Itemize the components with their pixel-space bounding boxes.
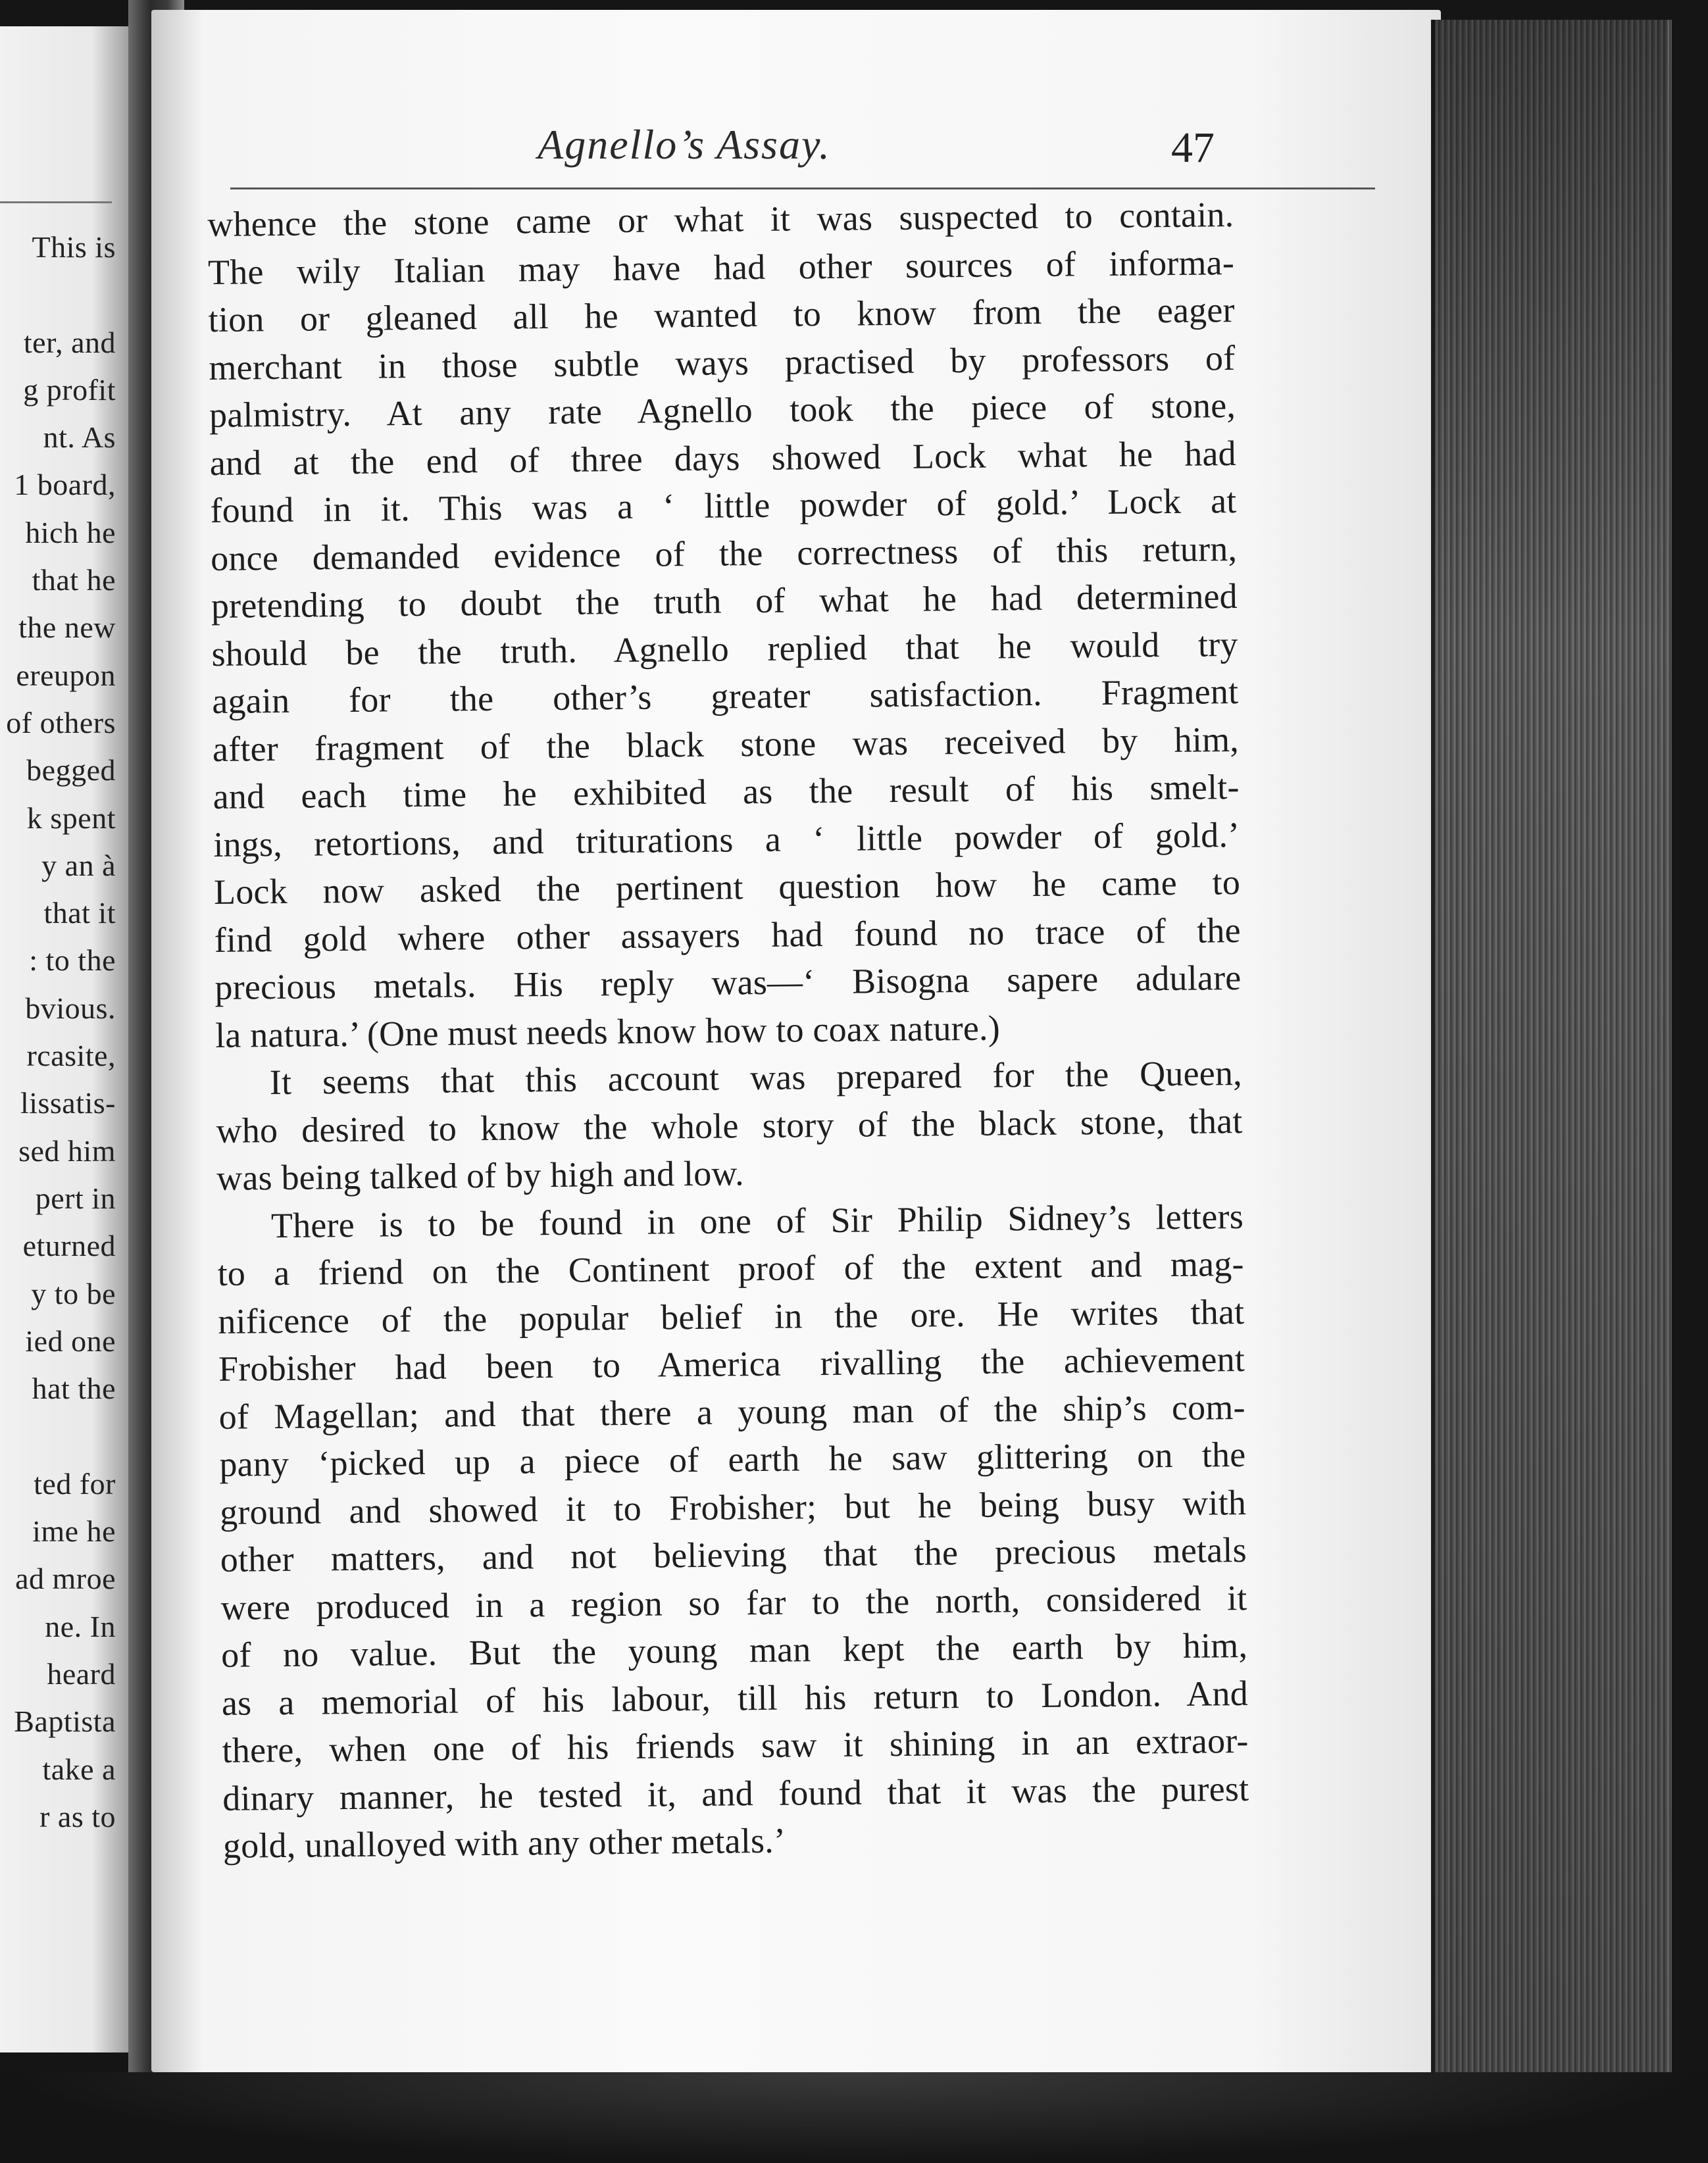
facing-page-fragment: heard: [47, 1656, 116, 1691]
facing-page-fragment: the new: [18, 610, 116, 645]
text-line: there, when one of his friends saw it shining in an extraor-: [222, 1720, 1249, 1770]
text-line: la natura.’ (One must needs know how to coax nature.): [214, 1007, 1001, 1055]
facing-page-fragment: k spent: [26, 801, 116, 835]
paragraph-1: [207, 191, 1242, 1059]
header-rule: [230, 187, 1375, 189]
facing-page-fragment: hat the: [32, 1372, 116, 1406]
text-line: of Magellan; and that there a young man of the ship’s com-: [218, 1387, 1245, 1437]
text-line: pany ‘picked up a piece of earth he saw glittering on the: [219, 1434, 1246, 1484]
facing-page-left: [0, 26, 132, 2052]
text-line: merchant in those subtle ways practised by professors of: [209, 337, 1236, 387]
text-line: and each time he exhibited as the result of his smelt-: [213, 766, 1240, 816]
page-number: 47: [1171, 124, 1215, 172]
text-line: ground and showed it to Frobisher; but he being busy with: [219, 1482, 1247, 1532]
facing-page-fragment: hich he: [25, 515, 116, 549]
text-line: tion or gleaned all he wanted to know from the eager: [208, 290, 1235, 339]
text-line: after fragment of the black stone was received by him,: [212, 719, 1240, 769]
facing-page-fragment: g profit: [23, 372, 116, 407]
facing-page-fragment: of others: [6, 705, 116, 739]
facing-page-fragment: This is: [32, 230, 116, 264]
facing-page-blank-line: [6, 1412, 116, 1460]
text-line: The wily Italian may have had other sources of informa-: [207, 242, 1235, 292]
facing-page-text-fragments: [6, 224, 116, 1841]
text-line: ings, retortions, and triturations a ‘ little powder of gold.’: [213, 814, 1240, 864]
text-line: who desired to know the whole story of the black stone, that: [216, 1101, 1243, 1151]
text-line: gold, unalloyed with any other metals.’: [222, 1820, 786, 1866]
text-line: as a memorial of his labour, till his return to London. And: [221, 1673, 1249, 1723]
facing-page-fragment: ted for: [34, 1466, 116, 1501]
facing-page-fragment: ime he: [32, 1514, 116, 1549]
paragraph-2: [216, 1049, 1243, 1202]
facing-page-fragment: that it: [43, 896, 116, 930]
scan-background-bottom: [0, 2072, 1708, 2163]
facing-page-fragment: pert in: [35, 1181, 116, 1215]
text-line: to a friend on the Continent proof of the extent and mag-: [217, 1243, 1244, 1293]
facing-page-fragment: ad mroe: [15, 1562, 116, 1596]
text-line: found in it. This was a ‘ little powder of gold.’ Lock at: [210, 481, 1237, 530]
facing-page-fragment: rcasite,: [26, 1039, 116, 1073]
page-block-shade: [1431, 20, 1668, 2079]
text-line: nificence of the popular belief in the ore. He writes that: [218, 1291, 1245, 1341]
facing-page-fragment: ereupon: [16, 658, 116, 692]
text-line: dinary manner, he tested it, and found that it was the purest: [222, 1768, 1249, 1818]
text-line: and at the end of three days showed Lock what he had: [209, 433, 1237, 483]
facing-page-fragment: : to the: [29, 943, 116, 978]
facing-page-fragment: eturned: [22, 1229, 116, 1263]
text-line: other matters, and not believing that the precious metals: [220, 1529, 1247, 1579]
facing-page-fragment: that he: [32, 563, 116, 597]
text-line: was being talked of by high and low.: [216, 1153, 745, 1198]
facing-page-fragment: ne. In: [45, 1609, 116, 1643]
text-line: find gold where other assayers had found no trace of the: [214, 910, 1242, 960]
facing-page-fragment: ied one: [25, 1324, 116, 1358]
facing-page-fragment: 1 board,: [14, 468, 116, 502]
facing-page-fragment: y to be: [31, 1276, 116, 1310]
text-line: Frobisher had been to America rivalling the achievement: [218, 1339, 1245, 1389]
text-line: were produced in a region so far to the north, considered it: [220, 1578, 1247, 1628]
facing-page-fragment: begged: [26, 753, 116, 787]
text-line: Lock now asked the pertinent question how he came to: [213, 862, 1241, 912]
facing-page-header-rule: [0, 201, 112, 203]
text-line: palmistry. At any rate Agnello took the piece of stone,: [209, 385, 1236, 435]
text-line: pretending to doubt the truth of what he had determined: [211, 576, 1238, 626]
text-line: whence the stone came or what it was suspected to contain.: [207, 195, 1234, 244]
facing-page-fragment: nt. As: [43, 420, 116, 455]
paragraph-3: [217, 1192, 1250, 1870]
text-line: There is to be found in one of Sir Philip Sidney’s letters: [270, 1196, 1244, 1245]
facing-page-fragment: take a: [42, 1752, 116, 1786]
text-line: again for the other’s greater satisfaction. Fragment: [212, 671, 1239, 721]
text-line: should be the truth. Agnello replied that he would try: [211, 624, 1238, 674]
facing-page-fragment: r as to: [39, 1799, 116, 1833]
text-line: of no value. But the young man kept the earth by him,: [220, 1625, 1248, 1675]
page-47: [151, 10, 1441, 2072]
text-line: once demanded evidence of the correctness of this return,: [210, 528, 1238, 578]
facing-page-fragment: y an à: [41, 848, 116, 882]
facing-page-fragment: sed him: [18, 1133, 116, 1168]
facing-page-fragment: Baptista: [14, 1704, 116, 1739]
facing-page-fragment: bvious.: [25, 991, 116, 1025]
facing-page-fragment: ter, and: [23, 325, 116, 359]
text-line: precious metals. His reply was—‘ Bisogna sapere adulare: [214, 957, 1242, 1007]
text-line: It seems that this account was prepared for the Queen,: [269, 1053, 1243, 1103]
page-header: [151, 109, 1441, 181]
running-title: Agnello’s Assay.: [538, 121, 831, 168]
body-text: [207, 191, 1249, 1870]
facing-page-blank-line: [6, 271, 116, 318]
facing-page-fragment: lissatis-: [20, 1086, 116, 1120]
